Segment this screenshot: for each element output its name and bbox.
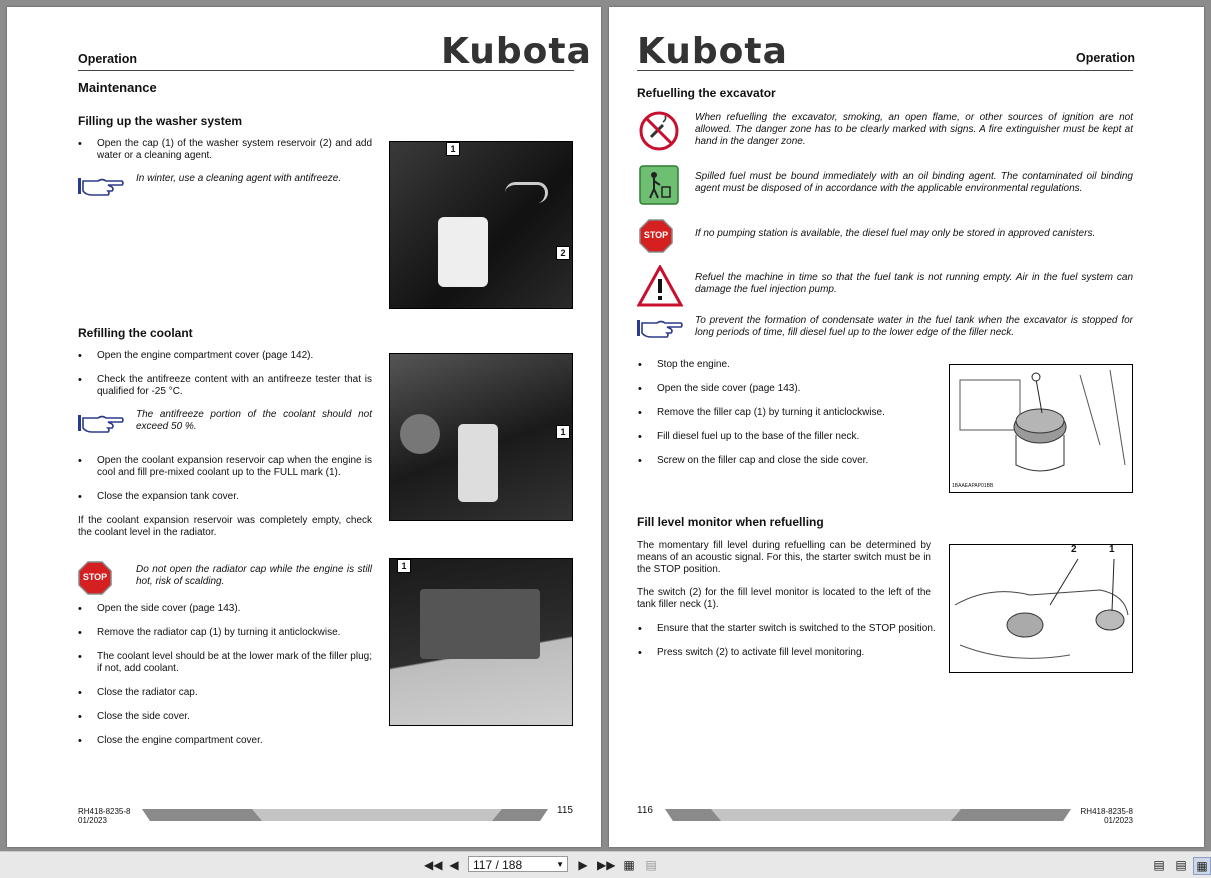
stop-label: STOP: [643, 230, 669, 240]
doc-date: 01/2023: [78, 816, 107, 825]
header-rule: [78, 70, 574, 71]
coolant-note: The antifreeze portion of the coolant should not exceed 50 %.: [136, 409, 372, 432]
fit-width-icon[interactable]: ▦: [623, 858, 635, 872]
refuel-warning-3: If no pumping station is available, the diesel fuel may only be stored in approved canisters.: [695, 228, 1096, 239]
coolant-bullet-9: • Close the side cover.: [97, 711, 372, 723]
doc-number: RH418-8235-8: [78, 807, 131, 816]
coolant-bullet-5: • Open the side cover (page 143).: [97, 603, 372, 615]
coolant-bullet-3: • Open the coolant expansion reservoir cap when the engine is cool and fill pre-mixed coolant up to the FULL mark (1).: [97, 455, 372, 479]
hose-shape: [505, 182, 548, 203]
monitor-para-2: The switch (2) for the fill level monitor is located to the left of the tank filler neck (1).: [637, 587, 931, 610]
refuel-warning-2: Spilled fuel must be bound immediately with an oil binding agent. The contaminated oil binding agent must be disposed of in accordance with the applicable environmental regulations.: [695, 171, 1133, 194]
header-rule: [637, 70, 1133, 71]
stop-sign-icon: [639, 219, 673, 253]
page-left: [7, 7, 601, 847]
filler-cap-drawing: [949, 364, 1133, 493]
drawing-code: 1BAAEAPAP01BB: [952, 483, 994, 489]
page-number-input[interactable]: [468, 856, 568, 872]
environment-icon: [639, 165, 679, 205]
callout-1: 1: [446, 142, 460, 156]
coolant-bullet-4: • Close the expansion tank cover.: [97, 491, 372, 503]
fill-monitor-drawing: [949, 544, 1133, 673]
radiator-cap-photo: [389, 558, 573, 726]
engine-part-shape: [400, 414, 440, 454]
hand-note-icon: [637, 317, 683, 339]
refuel-bullet-5: • Screw on the filler cap and close the side cover.: [657, 455, 937, 467]
refuel-bullet-3: • Remove the filler cap (1) by turning it anticlockwise.: [657, 407, 937, 419]
warning-triangle-icon: [637, 265, 683, 307]
page-number: 115: [557, 805, 573, 816]
footer-bar: [665, 808, 1071, 820]
refuel-bullet-4: • Fill diesel fuel up to the base of the filler neck.: [657, 431, 937, 443]
stop-label: STOP: [82, 572, 108, 582]
chevron-down-icon[interactable]: ▼: [556, 860, 564, 869]
monitor-heading: Fill level monitor when refuelling: [637, 515, 824, 529]
washer-reservoir-photo: [389, 141, 573, 309]
coolant-bullet-8: • Close the radiator cap.: [97, 687, 372, 699]
coolant-paragraph: If the coolant expansion reservoir was completely empty, check the coolant level in the radiator.: [78, 515, 372, 538]
stop-sign-icon: [78, 561, 112, 595]
viewer-toolbar: [0, 851, 1211, 878]
doc-date: 01/2023: [1104, 816, 1133, 825]
single-page-icon[interactable]: ▤: [1153, 858, 1165, 872]
callout-2: 2: [1071, 544, 1077, 555]
callout-1: 1: [556, 425, 570, 439]
refuel-warning-4: Refuel the machine in time so that the fuel tank is not running empty. Air in the fuel system can damage the fuel injection pump.: [695, 272, 1133, 295]
coolant-heading: Refilling the coolant: [78, 326, 193, 340]
kubota-logo: Kubota: [637, 31, 788, 72]
monitor-para-1: The momentary fill level during refuelling can be determined by means of an acoustic signal. For this, the starter switch must be in the STOP position.: [637, 540, 931, 575]
coolant-reservoir-photo: [389, 353, 573, 521]
no-smoking-icon: [639, 111, 679, 151]
footer-bar: [142, 808, 548, 820]
continuous-icon[interactable]: ▤: [1175, 858, 1187, 872]
coolant-bullet-7: • The coolant level should be at the lower mark of the filler plug; if not, add coolant.: [97, 651, 372, 675]
page-right: [609, 7, 1204, 847]
page-number: 116: [637, 805, 653, 816]
refuel-bullet-1: • Stop the engine.: [657, 359, 937, 371]
callout-1: 1: [397, 559, 411, 573]
expansion-tank-shape: [458, 424, 498, 502]
prev-page-icon[interactable]: ◀: [449, 858, 459, 872]
monitor-bullet-2: • Press switch (2) to activate fill level monitoring.: [657, 647, 937, 659]
stop-warning-text: Do not open the radiator cap while the engine is still hot, risk of scalding.: [136, 564, 372, 587]
refuel-bullet-2: • Open the side cover (page 143).: [657, 383, 937, 395]
hand-note-icon: [78, 175, 124, 197]
next-page-icon[interactable]: ▶: [578, 858, 588, 872]
fit-page-icon[interactable]: ▤: [645, 858, 657, 872]
section-header: Operation: [1076, 51, 1136, 65]
callout-1: 1: [1109, 544, 1115, 555]
coolant-bullet-6: • Remove the radiator cap (1) by turning it anticlockwise.: [97, 627, 372, 639]
reservoir-shape: [438, 217, 488, 287]
section-header: Operation: [78, 52, 138, 66]
page-indicator: 117 / 188: [473, 858, 523, 872]
page-title: Maintenance: [78, 80, 157, 95]
two-page-icon[interactable]: ▦: [1193, 857, 1211, 875]
coolant-bullet-2: • Check the antifreeze content with an antifreeze tester that is qualified for -25 °C.: [97, 374, 372, 398]
doc-number: RH418-8235-8: [1080, 807, 1133, 816]
refuel-warning-1: When refuelling the excavator, smoking, an open flame, or other sources of ignition are not allowed. The danger zone has to be clearly marked with signs. A fire extinguisher must be kept at hand in the danger zone.: [695, 112, 1133, 147]
last-page-icon[interactable]: ▶▶: [597, 858, 616, 872]
first-page-icon[interactable]: ◀◀: [424, 858, 443, 872]
refuel-note: To prevent the formation of condensate water in the fuel tank when the excavator is stopped for long periods of time, fill diesel fuel up to the lower edge of the filler neck.: [695, 315, 1133, 338]
washer-heading: Filling up the washer system: [78, 114, 243, 128]
coolant-bullet-1: • Open the engine compartment cover (page 142).: [97, 350, 372, 362]
hand-note-icon: [78, 412, 124, 434]
kubota-logo: Kubota: [441, 31, 592, 72]
washer-note: In winter, use a cleaning agent with antifreeze.: [136, 173, 342, 184]
washer-bullet-1: • Open the cap (1) of the washer system reservoir (2) and add water or a cleaning agent.: [97, 138, 372, 162]
coolant-bullet-10: • Close the engine compartment cover.: [97, 735, 372, 747]
monitor-bullet-1: • Ensure that the starter switch is switched to the STOP position.: [657, 623, 937, 635]
refuel-heading: Refuelling the excavator: [637, 86, 776, 100]
callout-2: 2: [556, 246, 570, 260]
radiator-shape: [420, 589, 540, 659]
